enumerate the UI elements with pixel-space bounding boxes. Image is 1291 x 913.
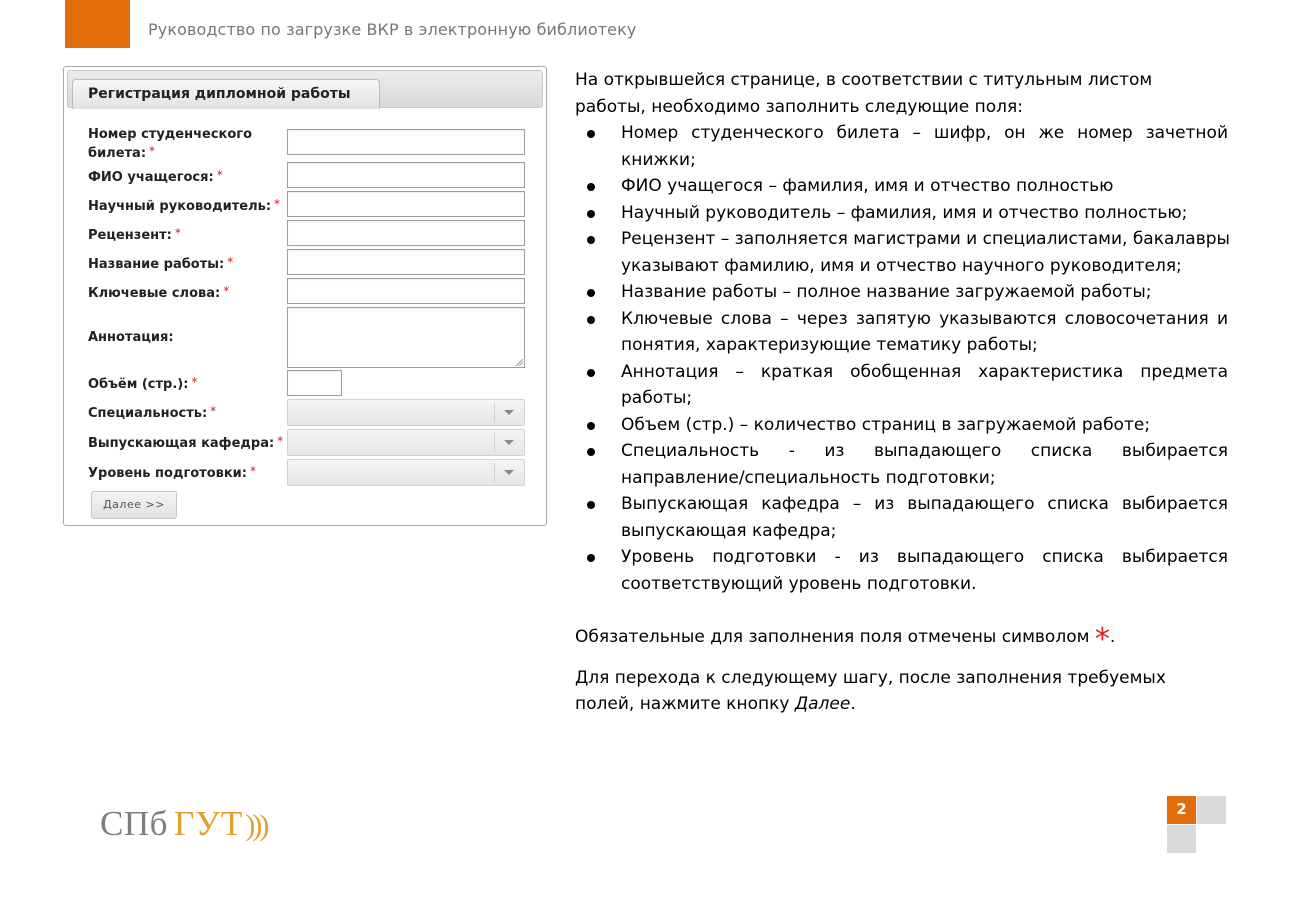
supervisor-label — [88, 196, 280, 215]
select-divider — [494, 403, 495, 422]
annotation-label — [88, 329, 174, 346]
department-label — [88, 433, 283, 452]
required-mark: * — [149, 144, 156, 158]
list-item-text: Выпускающая кафедра – из выпадающего списка выбирается выпускающая кафедра; — [621, 494, 1228, 541]
list-item — [575, 200, 1228, 227]
required-note — [575, 622, 1228, 657]
required-mark: * — [274, 197, 281, 211]
list-item-text: Ключевые слова – через запятую указываются словосочетания и понятия, характеризующие тематику работы; — [621, 308, 1228, 355]
required-mark: * — [250, 464, 256, 478]
bullet-dot — [587, 448, 595, 456]
bullet-dot — [587, 554, 595, 562]
list-item-text: Специальность - из выпадающего списка выбирается направление/специальность подготовки; — [621, 441, 1228, 488]
required-mark: * — [223, 284, 230, 298]
tab-registration[interactable]: Регистрация дипломной работы — [72, 79, 380, 109]
list-item — [575, 412, 1228, 439]
spbgut-logo — [100, 804, 266, 846]
specialty-label — [88, 403, 216, 422]
required-mark: * — [216, 168, 223, 182]
next-step-text: Для перехода к следующему шагу, после заполнения требуемых полей, нажмите кнопку — [575, 667, 1166, 714]
student-name-label-text: ФИО учащегося: — [88, 170, 214, 185]
list-item — [575, 226, 1228, 279]
keywords-label-text: Ключевые слова: — [88, 286, 221, 301]
student-name-label — [88, 167, 223, 186]
list-item-text: Уровень подготовки - из выпадающего списка выбирается соответствующий уровень подготовки. — [621, 547, 1228, 594]
required-mark: * — [191, 375, 198, 389]
specialty-label-text: Специальность: — [88, 406, 208, 421]
list-item-text: Номер студенческого билета – шифр, он же номер зачетной книжки; — [621, 123, 1228, 170]
chevron-down-icon[interactable] — [504, 440, 514, 445]
instructions-text — [575, 67, 1228, 718]
student-id-label-line1: Номер студенческого — [88, 127, 253, 142]
page-number: 2 — [1167, 796, 1196, 824]
reviewer-label — [88, 225, 181, 244]
next-step-end: . — [850, 694, 856, 714]
intro-paragraph: На открывшейся странице, в соответствии с титульным листом работы, необходимо заполнить следующие поля: — [575, 70, 1153, 117]
level-label-text: Уровень подготовки: — [88, 466, 247, 481]
required-mark: * — [227, 255, 234, 269]
list-item — [575, 544, 1228, 597]
bullet-dot — [587, 422, 595, 430]
decor-square — [1167, 825, 1196, 853]
student-id-label-line2: билета: — [88, 146, 147, 161]
bullet-dot — [587, 316, 595, 324]
list-item — [575, 438, 1228, 491]
student-name-input[interactable] — [287, 162, 525, 188]
keywords-input[interactable] — [287, 278, 525, 304]
list-item-text: Объем (стр.) – количество страниц в загружаемой работе; — [621, 414, 1151, 435]
bullet-dot — [587, 501, 595, 509]
logo-gut-text: ГУТ — [173, 804, 244, 843]
bullet-dot — [587, 210, 595, 218]
chevron-down-icon[interactable] — [504, 470, 514, 475]
bullet-dot — [587, 289, 595, 297]
list-item — [575, 279, 1228, 306]
logo-waves-icon: ))) — [245, 809, 267, 842]
reviewer-input[interactable] — [287, 220, 525, 246]
supervisor-label-text: Научный руководитель: — [88, 199, 272, 214]
required-note-text: Обязательные для заполнения поля отмечены символом — [575, 627, 1090, 647]
logo-spb-text: СПб — [100, 804, 168, 843]
header-accent-block — [65, 0, 130, 48]
page-count-input[interactable] — [287, 370, 342, 396]
bullet-dot — [587, 183, 595, 191]
list-item — [575, 491, 1228, 544]
resize-grip-icon[interactable] — [515, 358, 523, 366]
next-button[interactable]: Далее >> — [91, 491, 177, 519]
next-step-paragraph — [575, 665, 1228, 718]
registration-form-panel — [63, 66, 547, 526]
work-title-input[interactable] — [287, 249, 525, 275]
page-count-label — [88, 374, 197, 393]
department-label-text: Выпускающая кафедра: — [88, 436, 275, 451]
list-item — [575, 359, 1228, 412]
list-item-text: Аннотация – краткая обобщенная характеристика предмета работы; — [621, 361, 1228, 408]
supervisor-input[interactable] — [287, 191, 525, 217]
required-mark: * — [210, 404, 217, 418]
work-title-label — [88, 254, 233, 273]
list-item-text: ФИО учащегося – фамилия, имя и отчество полностью — [621, 176, 1114, 196]
bullet-dot — [587, 236, 595, 244]
list-item — [575, 173, 1228, 200]
required-note-end: . — [1109, 627, 1116, 647]
document-header-title: Руководство по загрузке ВКР в электронную библиотеку — [148, 20, 637, 39]
required-mark: * — [174, 226, 181, 240]
annotation-textarea[interactable] — [287, 307, 525, 368]
list-item-text: Научный руководитель – фамилия, имя и отчество полностью; — [621, 202, 1188, 223]
required-star-symbol: * — [1094, 622, 1110, 657]
bullet-dot — [587, 130, 595, 138]
list-item-text: Рецензент – заполняется магистрами и специалистами, бакалавры указывают фамилию, имя и отчество научного руководителя; — [621, 229, 1230, 276]
form-tab-bar — [67, 70, 543, 108]
department-select[interactable] — [287, 429, 525, 456]
level-label — [88, 463, 256, 482]
student-id-label — [88, 126, 252, 162]
student-id-input[interactable] — [287, 129, 525, 155]
bullet-dot — [587, 369, 595, 377]
list-item — [575, 120, 1228, 173]
annotation-label-text: Аннотация: — [88, 330, 174, 345]
level-select[interactable] — [287, 459, 525, 486]
list-item-text: Название работы – полное название загружаемой работы; — [621, 282, 1152, 302]
select-divider — [494, 433, 495, 452]
work-title-label-text: Название работы: — [88, 257, 225, 272]
reviewer-label-text: Рецензент: — [88, 228, 172, 243]
list-item — [575, 306, 1228, 359]
keywords-label — [88, 283, 229, 302]
required-mark: * — [277, 434, 284, 448]
specialty-select[interactable] — [287, 399, 525, 426]
chevron-down-icon[interactable] — [504, 410, 514, 415]
select-divider — [494, 463, 495, 482]
decor-square — [1197, 796, 1226, 824]
page-count-label-text: Объём (стр.): — [88, 377, 189, 392]
next-step-button-name: Далее — [794, 694, 851, 714]
fields-bullet-list — [575, 120, 1228, 597]
